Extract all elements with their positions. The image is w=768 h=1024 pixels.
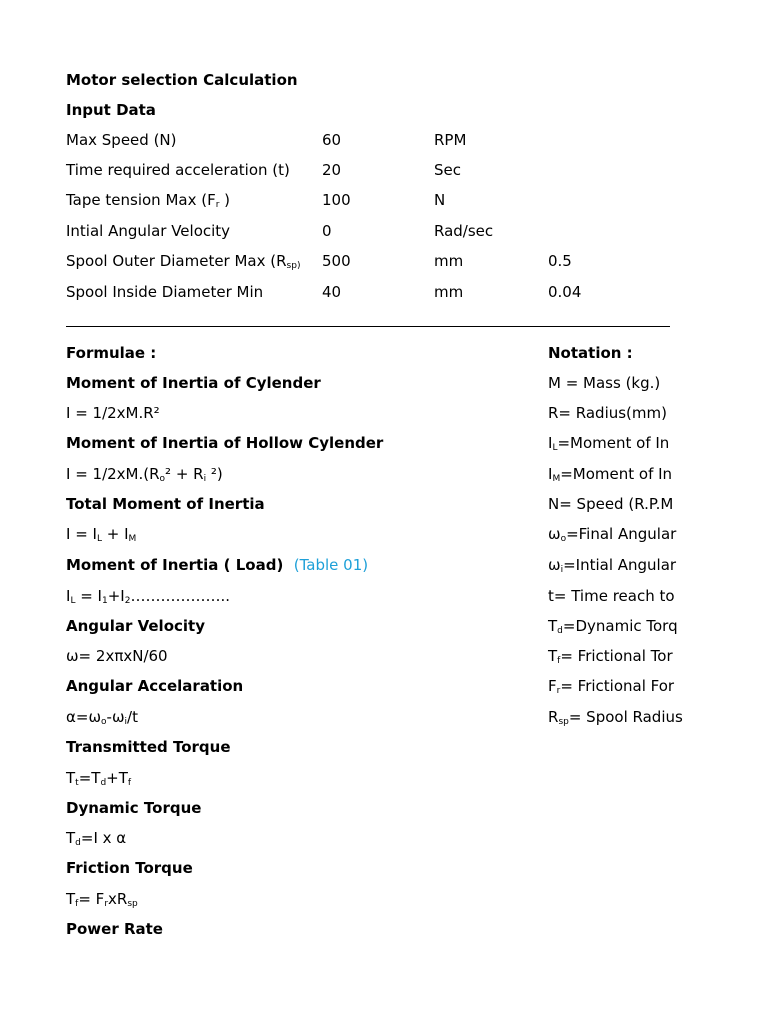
notation-rsp: $R_{sp}=$ Spool Radius [548,708,683,727]
notation-il: $I_L=Moment$ of In [548,434,670,453]
angular-velocity-formula: ω= 2xπxN/60 [66,647,168,665]
input-unit: Sec [434,161,461,179]
input-data-heading: Input Data [66,101,156,119]
notation-speed: N= Speed (R.P.M [548,495,674,513]
notation-omega-final: $\omega_o=Final$ Angular [548,525,677,544]
formulae-heading: Formulae : [66,344,157,362]
total-moi-formula: $I = I_L + I_M$ [66,525,137,544]
moi-load-heading: Moment of Inertia ( Load) (Table 01) [66,556,369,574]
notation-mass: M = Mass (kg.) [548,374,661,392]
input-value: 100 [322,191,351,209]
notation-fr: $F_r=$ Frictional For [548,677,675,696]
dynamic-torque-formula: $T_d=I$ x α [66,829,127,848]
table-01-link[interactable]: (Table 01) [293,556,369,574]
angular-acceleration-heading: Angular Accelaration [66,677,244,695]
input-unit: N [434,191,446,209]
input-label: Tape tension Max ($F_r$ ) [66,191,231,210]
input-label: Time required acceleration (t) [66,161,290,179]
input-unit: Rad/sec [434,222,494,240]
notation-heading: Notation : [548,344,633,362]
power-rate-heading: Power Rate [66,920,163,938]
input-value: 0 [322,222,332,240]
input-unit: mm [434,252,464,270]
dynamic-torque-heading: Dynamic Torque [66,799,202,817]
input-label: Max Speed (N) [66,131,177,149]
notation-tf: $T_f=$ Frictional Tor [548,647,673,666]
document-title: Motor selection Calculation [66,71,298,89]
total-moi-heading: Total Moment of Inertia [66,495,265,513]
friction-torque-heading: Friction Torque [66,859,193,877]
moi-cylinder-heading: Moment of Inertia of Cylender [66,374,321,392]
input-value: 20 [322,161,342,179]
moi-hollow-heading: Moment of Inertia of Hollow Cylender [66,434,384,452]
friction-torque-formula: $T_f= F_rxR_{sp}$ [66,890,138,909]
moi-cylinder-formula: I = 1/2xM.R² [66,404,160,422]
input-unit: RPM [434,131,467,149]
angular-acceleration-formula: $\alpha=\omega_o-\omega_i/t$ [66,708,138,727]
notation-omega-initial: $\omega_i=Intial$ Angular [548,556,677,575]
notation-td: $T_d=Dynamic$ Torq [548,617,678,636]
input-value: 40 [322,283,342,301]
input-label: Spool Outer Diameter Max ($R_{sp)}$ [66,252,301,271]
moi-hollow-formula: $I = 1/2xM.(R_o^2 + R_i$ ²) [66,465,223,484]
notation-radius: R= Radius(mm) [548,404,667,422]
input-unit: mm [434,283,464,301]
input-extra: 0.04 [548,283,582,301]
input-label: Spool Inside Diameter Min [66,283,264,301]
section-divider [66,326,670,327]
notation-im: $I_M=Moment$ of In [548,465,673,484]
angular-velocity-heading: Angular Velocity [66,617,205,635]
transmitted-torque-formula: $T_t=T_d+T_f$ [66,769,132,788]
input-extra: 0.5 [548,252,572,270]
moi-load-formula: $I_L$ = $I_1+I_2\dots\dots\dots\dots\dots\dots$.. [66,587,230,606]
input-label: Intial Angular Velocity [66,222,231,240]
input-value: 60 [322,131,342,149]
notation-time: t= Time reach to [548,587,675,605]
input-value: 500 [322,252,351,270]
transmitted-torque-heading: Transmitted Torque [66,738,231,756]
